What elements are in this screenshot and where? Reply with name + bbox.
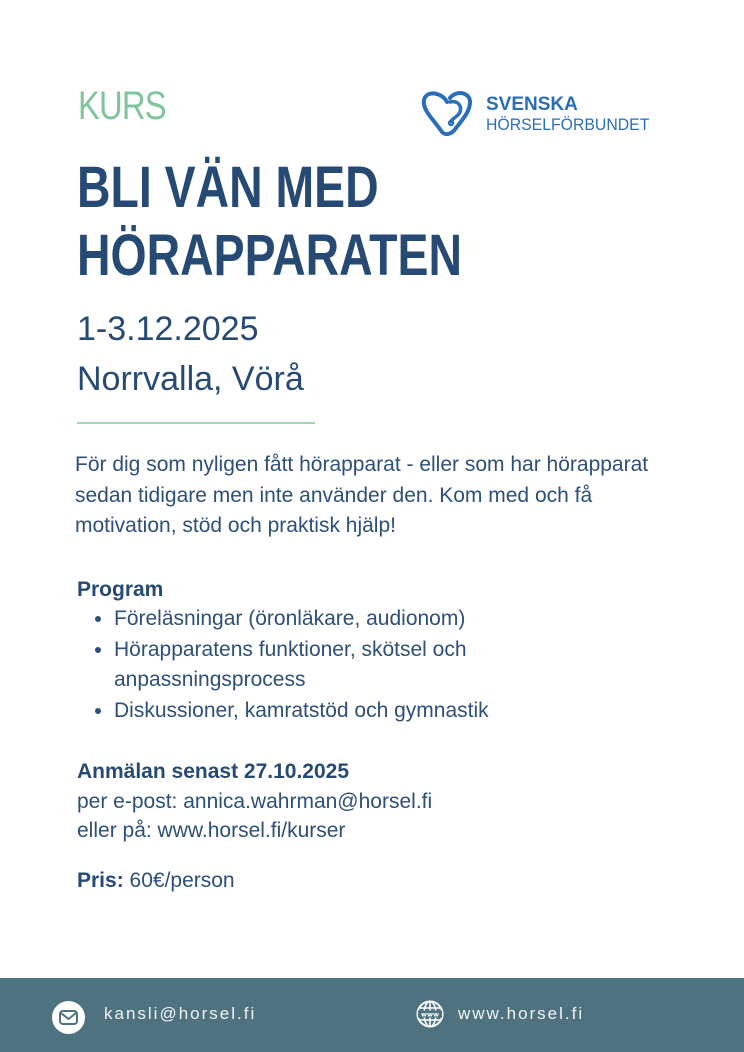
price xyxy=(77,869,235,893)
event-place: Norrvalla, Vörå xyxy=(77,360,304,398)
footer-website-link[interactable]: www.horsel.fi xyxy=(458,1004,585,1023)
course-title-line2: HÖRAPPARATEN xyxy=(77,223,462,288)
section-divider xyxy=(77,422,315,424)
program-item: • Föreläsningar (öronläkare, audionom) xyxy=(114,604,634,635)
program-item: • Diskussioner, kamratstöd och gymnastik xyxy=(114,696,634,727)
course-eyebrow: KURS xyxy=(78,84,166,128)
program-heading: Program xyxy=(77,578,164,601)
logo-text-line2: HÖRSELFÖRBUNDET xyxy=(486,115,650,134)
footer xyxy=(0,978,744,1052)
price-value: 60€/person xyxy=(129,869,235,892)
course-title xyxy=(77,154,462,290)
price-label: Pris: xyxy=(77,869,124,892)
envelope-icon xyxy=(52,1001,85,1034)
program-item: • Hörapparatens funktioner, skötsel och anpassningsprocess xyxy=(114,635,634,696)
event-date: 1-3.12.2025 xyxy=(77,310,259,348)
program-list xyxy=(94,604,634,726)
registration-heading: Anmälan senast 27.10.2025 xyxy=(77,760,349,783)
registration-web-line[interactable]: eller på: www.horsel.fi/kurser xyxy=(77,819,346,842)
organization-logo xyxy=(420,88,680,140)
footer-email-link[interactable]: kansli@horsel.fi xyxy=(104,1004,257,1023)
svg-text:www: www xyxy=(420,1010,440,1019)
globe-www-icon xyxy=(416,1000,444,1028)
logo-text-line1: SVENSKA xyxy=(486,94,578,115)
intro-text: För dig som nyligen fått hörapparat - eller som har hörapparat sedan tidigare men inte använder den. Kom med och få motivation, stöd och praktisk hjälp! xyxy=(75,453,649,537)
registration-email-line[interactable]: per e-post: annica.wahrman@horsel.fi xyxy=(77,790,433,813)
heart-ear-icon xyxy=(420,88,474,138)
course-title-line1: BLI VÄN MED xyxy=(77,155,379,220)
